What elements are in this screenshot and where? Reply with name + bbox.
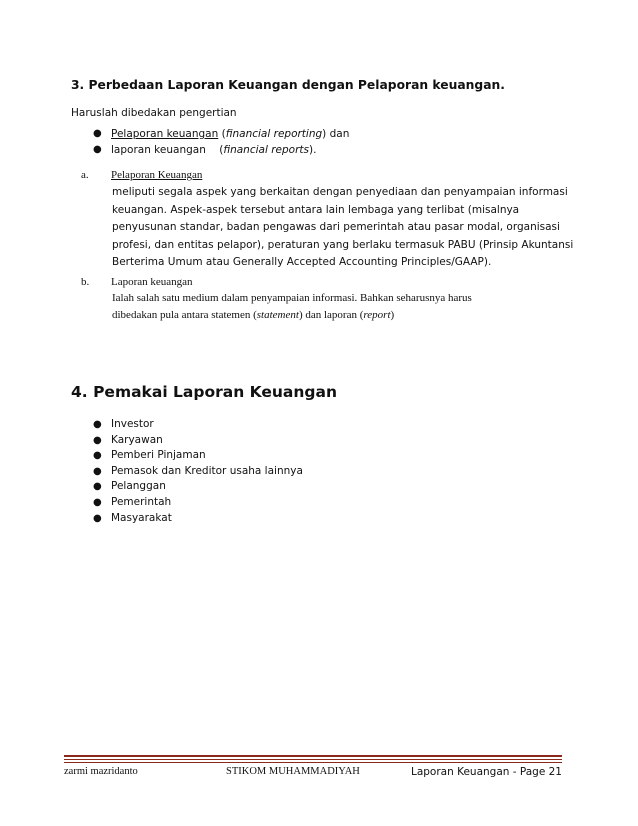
bullet-icon: ● (93, 144, 102, 155)
list-item: ● Pemerintah (111, 495, 303, 511)
section-3-intro: Haruslah dibedakan pengertian (71, 107, 237, 119)
term: Pelaporan keuangan (111, 128, 219, 140)
list-item: ● laporan keuangan (financial reports). (93, 144, 317, 156)
subsection-a-heading: a. Pelaporan Keuangan (81, 169, 203, 181)
footer-author: zarmi mazridanto (64, 766, 138, 777)
footer-rule (64, 759, 562, 760)
definition-bullet-list (93, 126, 350, 158)
list-item: ● Karyawan (111, 433, 303, 449)
list-item: ● Investor (111, 417, 303, 433)
users-bullet-list (93, 417, 303, 526)
bullet-icon: ● (93, 481, 102, 493)
term-english: financial reports (223, 144, 309, 156)
bullet-icon: ● (93, 465, 102, 477)
term: laporan keuangan (111, 144, 206, 156)
footer-institution: STIKOM MUHAMMADIYAH (226, 766, 360, 777)
list-item: ● Pelanggan (111, 479, 303, 495)
footer-rule (64, 762, 562, 763)
list-item: ● Masyarakat (111, 511, 303, 527)
list-item: ● Pelaporan keuangan (financial reporting) dan (93, 128, 350, 140)
bullet-icon: ● (93, 128, 102, 139)
list-item: ● Pemasok dan Kreditor usaha lainnya (111, 464, 303, 480)
list-item: ● Pemberi Pinjaman (111, 448, 303, 464)
section-3-heading: 3. Perbedaan Laporan Keuangan dengan Pelaporan keuangan. (71, 78, 505, 92)
bullet-icon: ● (93, 434, 102, 446)
subsection-a-body: meliputi segala aspek yang berkaitan dengan penyediaan dan penyampaian informasi keuangan. Aspek-aspek tersebut antara lain lembaga yang terlibat (misalnya penyusunan standar, badan pengawas dari pemerintah atau pasar modal, organisasi profesi, dan entitas pelapor), peraturan yang berlaku termasuk PABU (Prinsip Akuntansi Berterima Umum atau Generally Accepted Accounting Principles/GAAP). (112, 186, 574, 268)
footer-rule (64, 755, 562, 757)
term-english: financial reporting (225, 128, 323, 140)
footer-page-label: Laporan Keuangan - Page 21 (410, 766, 562, 778)
section-4-heading: 4. Pemakai Laporan Keuangan (71, 383, 338, 401)
subsection-b-heading: b. Laporan keuangan (81, 276, 193, 288)
bullet-icon: ● (93, 496, 102, 508)
bullet-icon: ● (93, 512, 102, 524)
bullet-icon: ● (93, 450, 102, 462)
bullet-icon: ● (93, 419, 102, 430)
subsection-b-body: Ialah salah satu medium dalam penyampaian informasi. Bahkan seharusnya harus dibedakan pula antara statemen (statement) dan laporan (report) (112, 292, 472, 321)
